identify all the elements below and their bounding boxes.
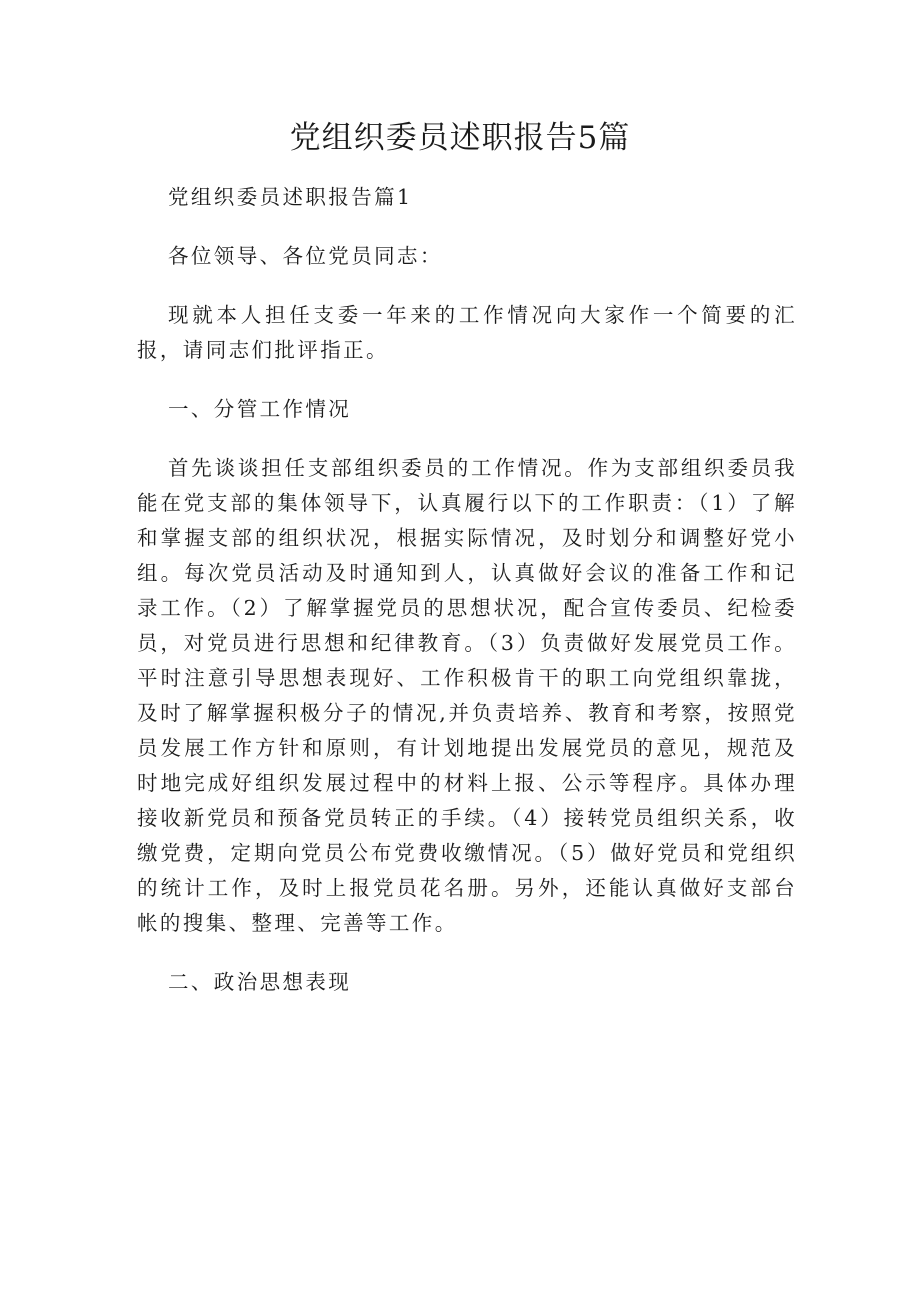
section-heading-1: 一、分管工作情况 — [168, 397, 352, 421]
document-body — [137, 180, 797, 1024]
document-title: 党组织委员述职报告5篇 — [289, 120, 631, 156]
paragraph-intro: 现就本人担任支委一年来的工作情况向大家作一个简要的汇报，请同志们批评指正。 — [137, 303, 797, 362]
paragraph-heading-part1: 党组织委员述职报告篇1 — [168, 185, 413, 209]
section-heading-2: 二、政治思想表现 — [168, 970, 352, 994]
paragraph-work-duties: 首先谈谈担任支部组织委员的工作情况。作为支部组织委员我能在党支部的集体领导下，认真履行以下的工作职责：（1）了解和掌握支部的组织状况，根据实际情况，及时划分和调整好党小组。每次党员活动及时通知到人，认真做好会议的准备工作和记录工作。（2）了解掌握党员的思想状况，配合宣传委员、纪检委员，对党员进行思想和纪律教育。（3）负责做好发展党员工作。平时注意引导思想表现好、工作积极肯干的职工向党组织靠拢，及时了解掌握积极分子的情况,并负责培养、教育和考察，按照党员发展工作方针和原则，有计划地提出发展党员的意见，规范及时地完成好组织发展过程中的材料上报、公示等程序。具体办理接收新党员和预备党员转正的手续。（4）接转党员组织关系，收缴党费，定期向党员公布党费收缴情况。（5）做好党员和党组织的统计工作，及时上报党员花名册。另外，还能认真做好支部台帐的搜集、整理、完善等工作。 — [137, 456, 797, 935]
paragraph-salutation: 各位领导、各位党员同志： — [168, 244, 443, 268]
